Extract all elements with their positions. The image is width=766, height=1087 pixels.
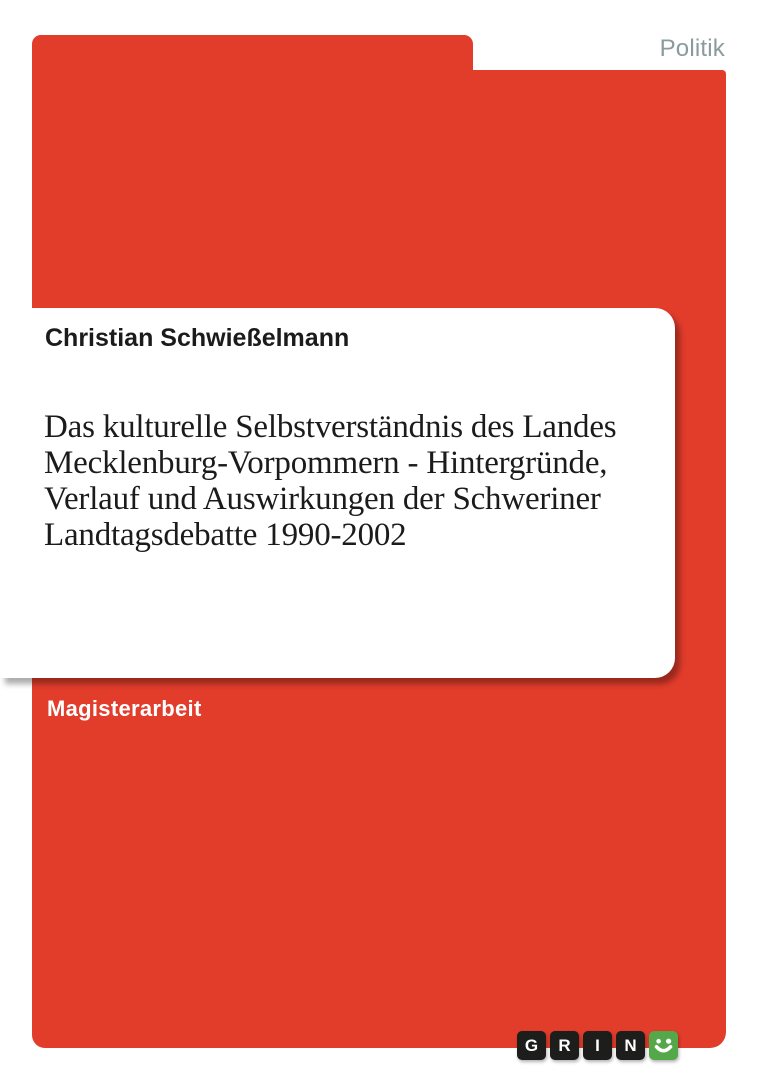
logo-letter-tile: G bbox=[517, 1031, 546, 1060]
title-line: Das kulturelle Selbstverständnis des Landes bbox=[44, 409, 617, 445]
title-line: Verlauf und Auswirkungen der Schweriner bbox=[44, 481, 601, 517]
title-line: Landtagsdebatte 1990-2002 bbox=[44, 517, 407, 553]
category-label: Politik bbox=[659, 35, 725, 62]
document-type-label: Magisterarbeit bbox=[47, 696, 202, 721]
logo-letter-tile: N bbox=[616, 1031, 645, 1060]
grin-smiley-icon bbox=[649, 1031, 678, 1060]
author-name: Christian Schwießelmann bbox=[45, 324, 350, 352]
logo-letter-tile: I bbox=[583, 1031, 612, 1060]
logo-letter-tile: R bbox=[550, 1031, 579, 1060]
grin-logo bbox=[517, 1031, 678, 1060]
title-line: Mecklenburg-Vorpommern - Hintergründe, bbox=[44, 445, 608, 481]
book-title bbox=[44, 409, 674, 553]
